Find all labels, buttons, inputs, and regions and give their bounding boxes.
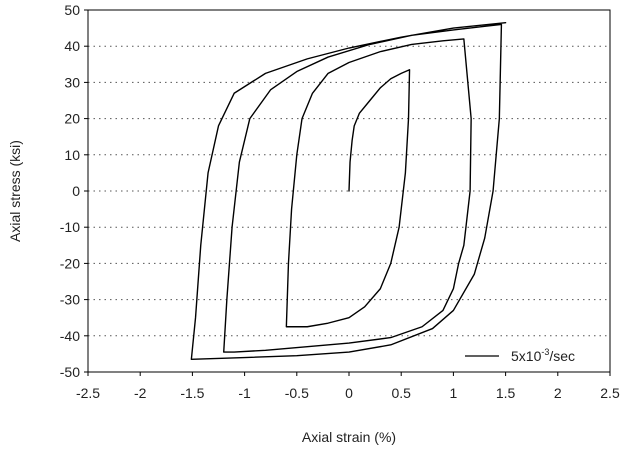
x-tick-label: -2.5 [75, 385, 101, 401]
x-tick-label: 2 [553, 385, 562, 401]
legend-label-suffix: /sec [549, 348, 576, 364]
legend-label [511, 347, 575, 364]
legend-label-superscript: -3 [541, 347, 550, 357]
x-tick-label: 1.5 [495, 385, 516, 401]
y-tick-label: 30 [64, 74, 80, 91]
x-tick-label: 2.5 [600, 385, 620, 401]
y-tick-label: -40 [59, 327, 80, 344]
y-tick-label: -10 [59, 219, 80, 236]
y-tick-label: 50 [64, 2, 80, 18]
series-line-hysteresis [191, 23, 505, 360]
tick-labels [60, 2, 620, 401]
x-tick-label: -2 [133, 385, 147, 401]
y-tick-label: 10 [64, 146, 80, 163]
x-tick-label: -0.5 [284, 385, 309, 401]
y-tick-label: 0 [72, 183, 80, 199]
y-tick-label: 20 [64, 110, 80, 127]
y-tick-label: -50 [59, 364, 80, 380]
series-group [191, 23, 505, 360]
legend-label-prefix: 5x10 [511, 348, 542, 364]
x-tick-label: 1 [449, 385, 458, 401]
legend [465, 347, 575, 364]
x-tick-label: -1 [238, 385, 251, 401]
x-tick-label: -1.5 [180, 385, 205, 401]
y-tick-label: 40 [64, 38, 80, 55]
x-axis-title: Axial strain (%) [301, 429, 397, 445]
x-tick-label: 0.5 [391, 385, 411, 401]
x-tick-label: 0 [345, 385, 353, 401]
y-tick-label: -20 [59, 255, 80, 272]
y-axis-title: Axial stress (ksi) [7, 140, 23, 242]
y-tick-label: -30 [59, 291, 80, 308]
